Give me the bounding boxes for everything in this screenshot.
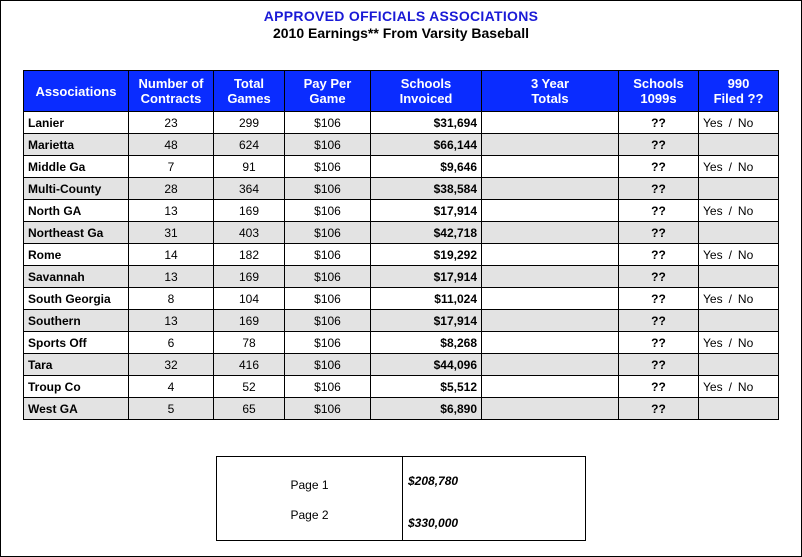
contracts-cell: 48 bbox=[129, 134, 214, 156]
pay-cell: $106 bbox=[285, 178, 371, 200]
contracts-cell: 23 bbox=[129, 112, 214, 134]
games-cell: 182 bbox=[214, 244, 285, 266]
header-pay-per-game: Pay Per Game bbox=[285, 71, 371, 112]
association-name: Troup Co bbox=[24, 376, 129, 398]
filed-990-cell bbox=[699, 332, 779, 354]
filed-990-cell bbox=[699, 134, 779, 156]
association-name: Marietta bbox=[24, 134, 129, 156]
pay-cell: $106 bbox=[285, 354, 371, 376]
games-cell: 169 bbox=[214, 200, 285, 222]
schools-1099-cell: ?? bbox=[619, 178, 699, 200]
three-year-cell bbox=[482, 354, 619, 376]
pay-cell: $106 bbox=[285, 112, 371, 134]
page2-label: Page 2 bbox=[290, 508, 329, 522]
schools-1099-cell: ?? bbox=[619, 310, 699, 332]
three-year-cell bbox=[482, 310, 619, 332]
schools-1099-cell: ?? bbox=[619, 354, 699, 376]
filed-990-cell bbox=[699, 288, 779, 310]
page1-label: Page 1 bbox=[290, 478, 329, 492]
table-row bbox=[24, 200, 779, 222]
pay-cell: $106 bbox=[285, 288, 371, 310]
schools-1099-cell: ?? bbox=[619, 244, 699, 266]
invoiced-cell: $17,914 bbox=[371, 310, 482, 332]
pay-cell: $106 bbox=[285, 222, 371, 244]
invoiced-cell: $42,718 bbox=[371, 222, 482, 244]
pay-cell: $106 bbox=[285, 156, 371, 178]
games-cell: 104 bbox=[214, 288, 285, 310]
three-year-cell bbox=[482, 200, 619, 222]
no-option: No bbox=[737, 115, 754, 130]
pay-cell: $106 bbox=[285, 134, 371, 156]
games-cell: 65 bbox=[214, 398, 285, 420]
yes-no-separator: / bbox=[728, 291, 732, 306]
page1-amount: $208,780 bbox=[408, 474, 459, 488]
yes-no-separator: / bbox=[728, 115, 732, 130]
filed-990-cell bbox=[699, 200, 779, 222]
contracts-cell: 32 bbox=[129, 354, 214, 376]
no-option: No bbox=[737, 291, 754, 306]
yes-option: Yes bbox=[703, 335, 723, 350]
table-row bbox=[24, 354, 779, 376]
header-games: Total Games bbox=[214, 71, 285, 112]
three-year-cell bbox=[482, 398, 619, 420]
header-three-year-totals: 3 Year Totals bbox=[482, 71, 619, 112]
schools-1099-cell: ?? bbox=[619, 112, 699, 134]
three-year-cell bbox=[482, 112, 619, 134]
schools-1099-cell: ?? bbox=[619, 222, 699, 244]
yes-no-separator: / bbox=[728, 379, 732, 394]
contracts-cell: 5 bbox=[129, 398, 214, 420]
schools-1099-cell: ?? bbox=[619, 332, 699, 354]
games-cell: 52 bbox=[214, 376, 285, 398]
association-name: Tara bbox=[24, 354, 129, 376]
yes-option: Yes bbox=[703, 291, 723, 306]
schools-1099-cell: ?? bbox=[619, 398, 699, 420]
contracts-cell: 14 bbox=[129, 244, 214, 266]
summary-box bbox=[216, 456, 586, 541]
no-option: No bbox=[737, 379, 754, 394]
associations-table bbox=[23, 70, 779, 420]
filed-990-cell bbox=[699, 178, 779, 200]
pay-cell: $106 bbox=[285, 244, 371, 266]
association-name: West GA bbox=[24, 398, 129, 420]
association-name: Northeast Ga bbox=[24, 222, 129, 244]
schools-1099-cell: ?? bbox=[619, 156, 699, 178]
header-associations: Associations bbox=[24, 71, 129, 112]
pay-cell: $106 bbox=[285, 266, 371, 288]
contracts-cell: 28 bbox=[129, 178, 214, 200]
yes-option: Yes bbox=[703, 115, 723, 130]
yes-no-separator: / bbox=[728, 247, 732, 262]
table-row bbox=[24, 244, 779, 266]
three-year-cell bbox=[482, 266, 619, 288]
pay-cell: $106 bbox=[285, 376, 371, 398]
table-row bbox=[24, 310, 779, 332]
yes-no-separator: / bbox=[728, 203, 732, 218]
no-option: No bbox=[737, 203, 754, 218]
pay-cell: $106 bbox=[285, 398, 371, 420]
schools-1099-cell: ?? bbox=[619, 376, 699, 398]
games-cell: 169 bbox=[214, 266, 285, 288]
association-name: Southern bbox=[24, 310, 129, 332]
invoiced-cell: $5,512 bbox=[371, 376, 482, 398]
three-year-cell bbox=[482, 288, 619, 310]
association-name: North GA bbox=[24, 200, 129, 222]
no-option: No bbox=[737, 247, 754, 262]
yes-no-separator: / bbox=[728, 159, 732, 174]
schools-1099-cell: ?? bbox=[619, 134, 699, 156]
invoiced-cell: $19,292 bbox=[371, 244, 482, 266]
contracts-cell: 7 bbox=[129, 156, 214, 178]
summary-divider bbox=[402, 457, 403, 540]
invoiced-cell: $8,268 bbox=[371, 332, 482, 354]
contracts-cell: 6 bbox=[129, 332, 214, 354]
table-row bbox=[24, 376, 779, 398]
invoiced-cell: $44,096 bbox=[371, 354, 482, 376]
filed-990-cell bbox=[699, 398, 779, 420]
no-option: No bbox=[737, 335, 754, 350]
invoiced-cell: $17,914 bbox=[371, 200, 482, 222]
games-cell: 169 bbox=[214, 310, 285, 332]
three-year-cell bbox=[482, 376, 619, 398]
association-name: Savannah bbox=[24, 266, 129, 288]
contracts-cell: 4 bbox=[129, 376, 214, 398]
three-year-cell bbox=[482, 244, 619, 266]
pay-cell: $106 bbox=[285, 310, 371, 332]
pay-cell: $106 bbox=[285, 200, 371, 222]
yes-option: Yes bbox=[703, 159, 723, 174]
header-990-filed: 990 Filed ?? bbox=[699, 71, 779, 112]
games-cell: 624 bbox=[214, 134, 285, 156]
invoiced-cell: $66,144 bbox=[371, 134, 482, 156]
invoiced-cell: $11,024 bbox=[371, 288, 482, 310]
contracts-cell: 31 bbox=[129, 222, 214, 244]
yes-option: Yes bbox=[703, 379, 723, 394]
association-name: Multi-County bbox=[24, 178, 129, 200]
filed-990-cell bbox=[699, 244, 779, 266]
pay-cell: $106 bbox=[285, 332, 371, 354]
three-year-cell bbox=[482, 134, 619, 156]
table-row bbox=[24, 178, 779, 200]
invoiced-cell: $31,694 bbox=[371, 112, 482, 134]
invoiced-cell: $38,584 bbox=[371, 178, 482, 200]
yes-no-separator: / bbox=[728, 335, 732, 350]
table-row bbox=[24, 266, 779, 288]
filed-990-cell bbox=[699, 156, 779, 178]
games-cell: 299 bbox=[214, 112, 285, 134]
header-contracts: Number of Contracts bbox=[129, 71, 214, 112]
table-header-row bbox=[24, 71, 779, 112]
three-year-cell bbox=[482, 156, 619, 178]
table-row bbox=[24, 222, 779, 244]
table-row bbox=[24, 156, 779, 178]
schools-1099-cell: ?? bbox=[619, 200, 699, 222]
association-name: Rome bbox=[24, 244, 129, 266]
no-option: No bbox=[737, 159, 754, 174]
table-row bbox=[24, 398, 779, 420]
invoiced-cell: $6,890 bbox=[371, 398, 482, 420]
yes-option: Yes bbox=[703, 203, 723, 218]
table-row bbox=[24, 112, 779, 134]
filed-990-cell bbox=[699, 266, 779, 288]
three-year-cell bbox=[482, 222, 619, 244]
schools-1099-cell: ?? bbox=[619, 288, 699, 310]
contracts-cell: 13 bbox=[129, 200, 214, 222]
invoiced-cell: $9,646 bbox=[371, 156, 482, 178]
games-cell: 416 bbox=[214, 354, 285, 376]
filed-990-cell bbox=[699, 354, 779, 376]
games-cell: 78 bbox=[214, 332, 285, 354]
page-subtitle: 2010 Earnings** From Varsity Baseball bbox=[272, 25, 529, 41]
filed-990-cell bbox=[699, 310, 779, 332]
header-schools-1099s: Schools 1099s bbox=[619, 71, 699, 112]
association-name: Middle Ga bbox=[24, 156, 129, 178]
filed-990-cell bbox=[699, 112, 779, 134]
games-cell: 403 bbox=[214, 222, 285, 244]
games-cell: 364 bbox=[214, 178, 285, 200]
page2-amount: $330,000 bbox=[408, 516, 459, 530]
filed-990-cell bbox=[699, 376, 779, 398]
contracts-cell: 13 bbox=[129, 266, 214, 288]
table-row bbox=[24, 134, 779, 156]
association-name: Lanier bbox=[24, 112, 129, 134]
association-name: South Georgia bbox=[24, 288, 129, 310]
table-row bbox=[24, 288, 779, 310]
contracts-cell: 8 bbox=[129, 288, 214, 310]
invoiced-cell: $17,914 bbox=[371, 266, 482, 288]
three-year-cell bbox=[482, 178, 619, 200]
three-year-cell bbox=[482, 332, 619, 354]
games-cell: 91 bbox=[214, 156, 285, 178]
yes-option: Yes bbox=[703, 247, 723, 262]
schools-1099-cell: ?? bbox=[619, 266, 699, 288]
header-schools-invoiced: Schools Invoiced bbox=[371, 71, 482, 112]
association-name: Sports Off bbox=[24, 332, 129, 354]
contracts-cell: 13 bbox=[129, 310, 214, 332]
filed-990-cell bbox=[699, 222, 779, 244]
page-title: APPROVED OFFICIALS ASSOCIATIONS bbox=[263, 8, 539, 24]
table-row bbox=[24, 332, 779, 354]
